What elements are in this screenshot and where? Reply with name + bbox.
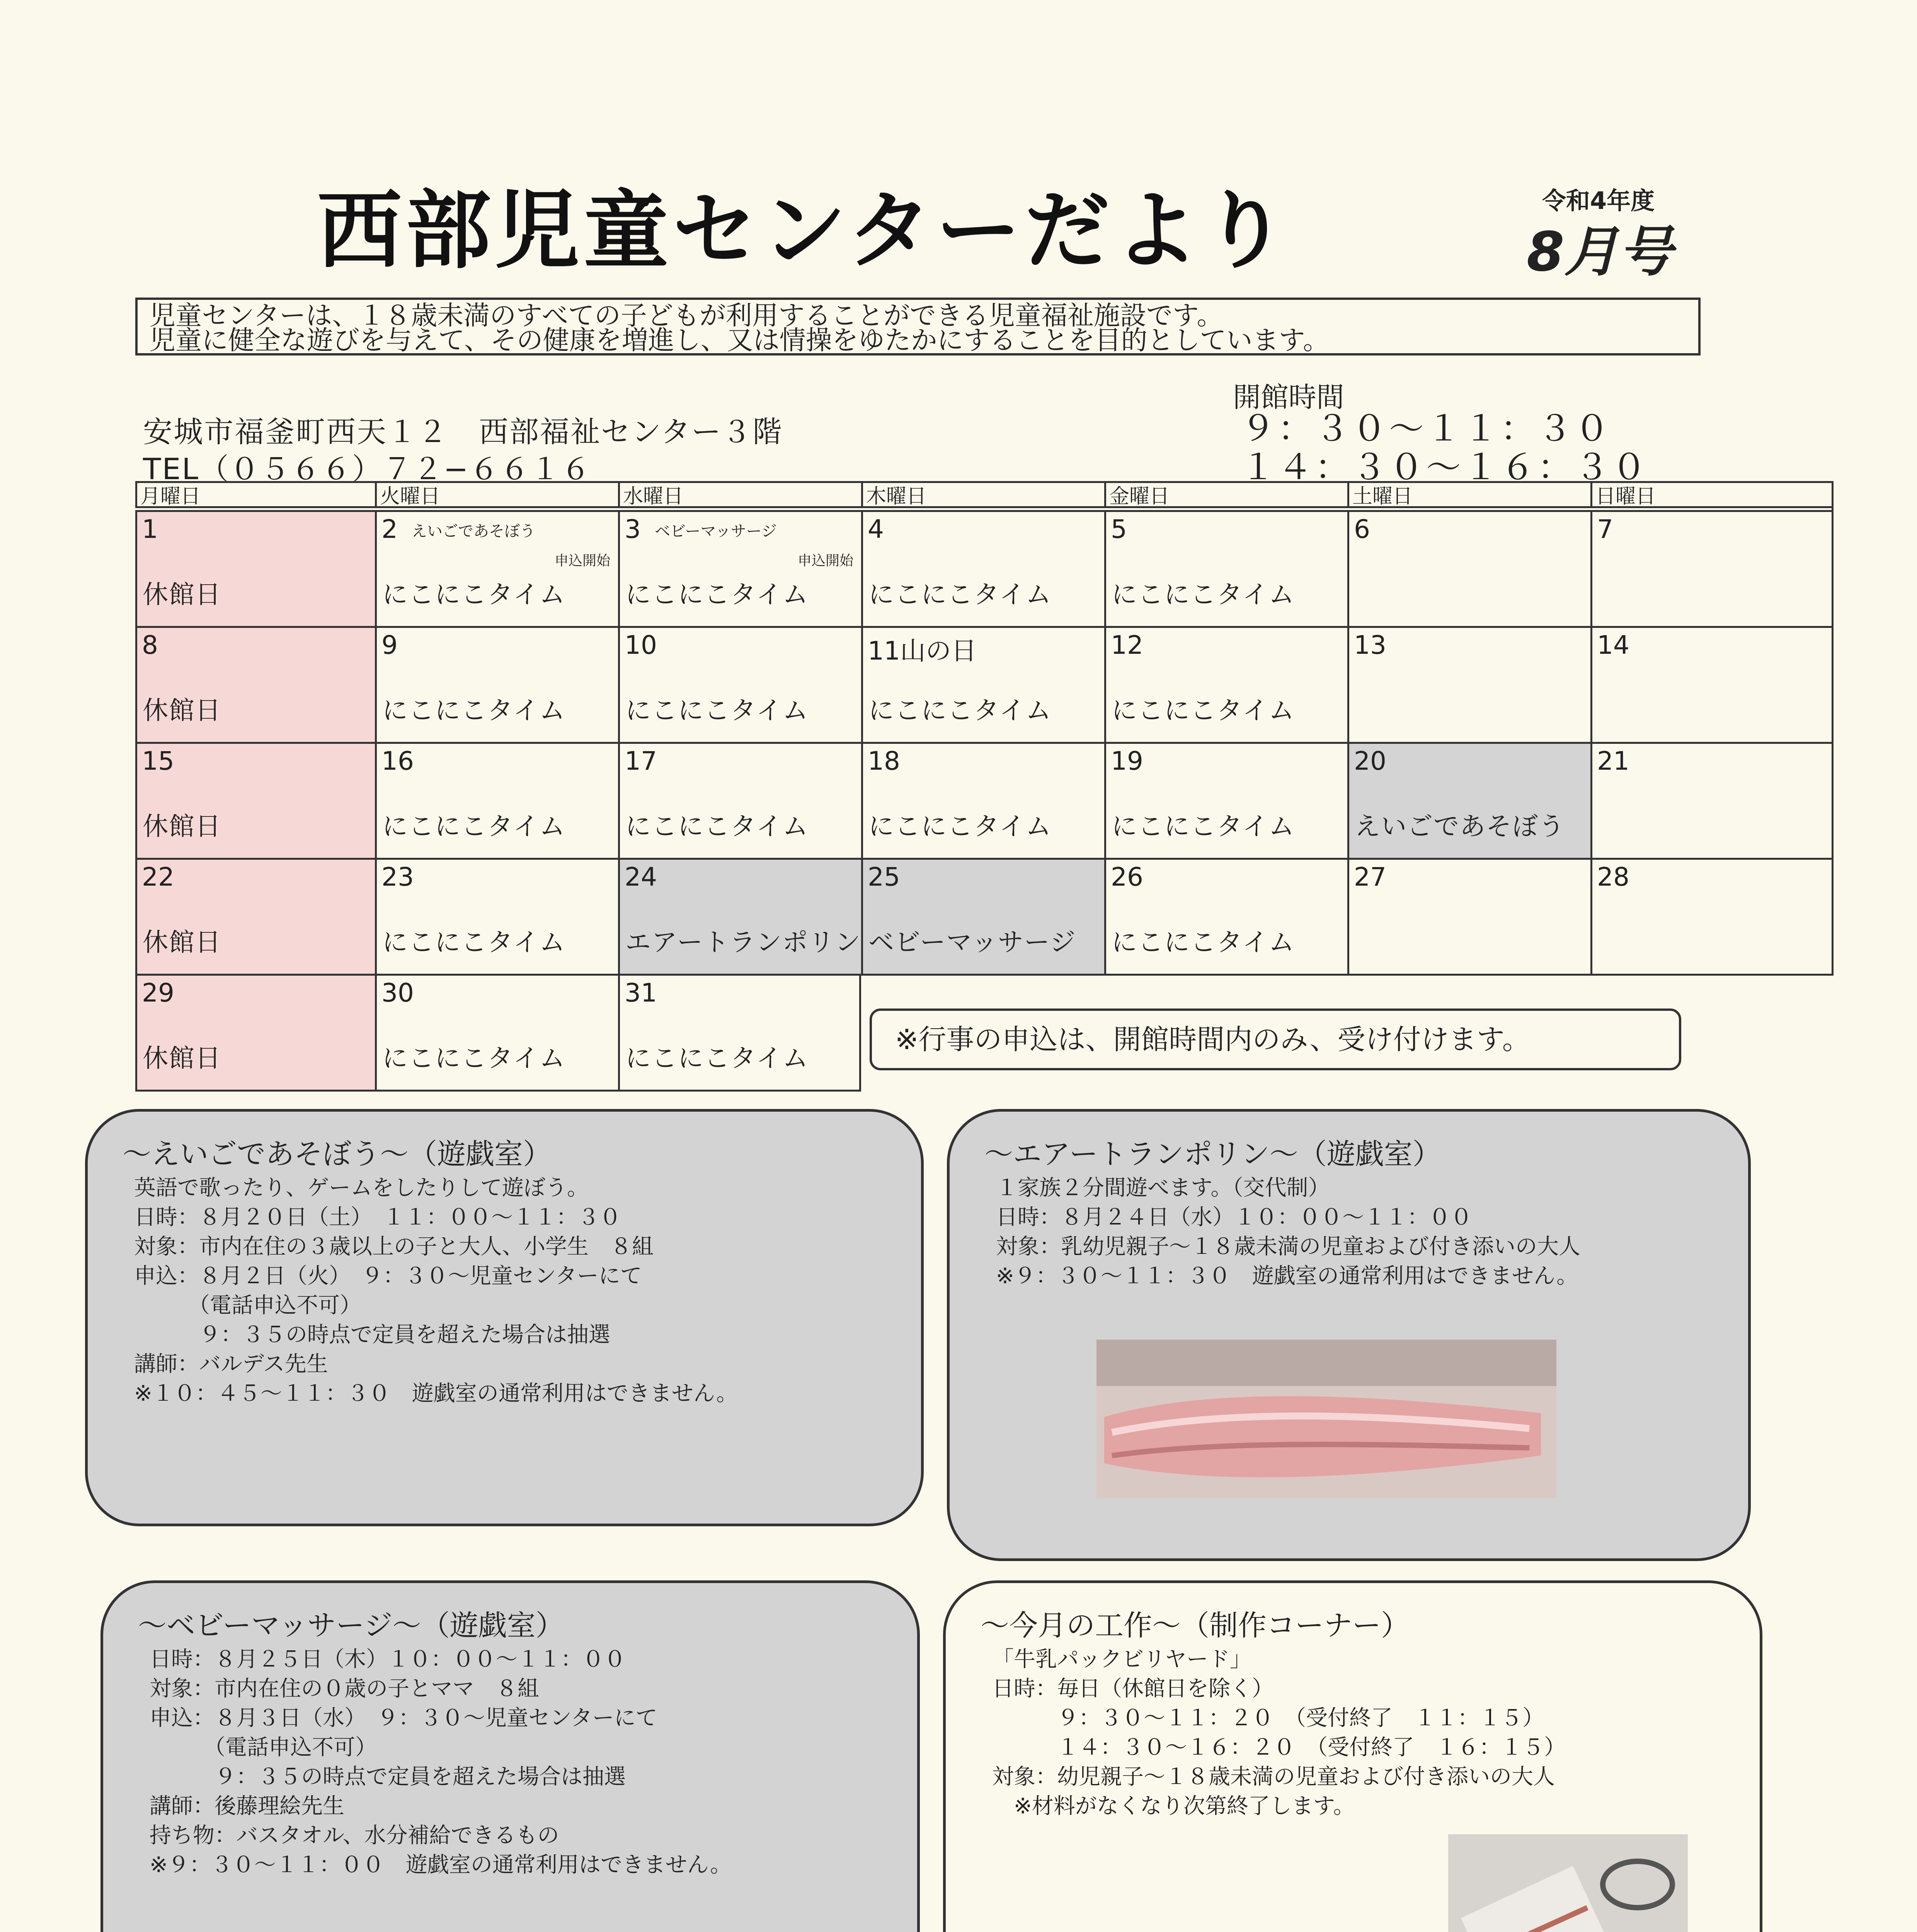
newsletter-title: 西部児童センターだより [317, 181, 1292, 280]
day-number: 31 [625, 978, 657, 1008]
day-event: エアートランポリン [625, 927, 861, 957]
calendar-grid [135, 481, 1708, 1092]
day-event: 休館日 [143, 580, 221, 609]
panel-line: ※１０：４５〜１１：３０ 遊戯室の通常利用はできません。 [134, 1381, 738, 1406]
day-event: にこにこタイム [382, 811, 566, 841]
panel-air-title: 〜エアートランポリン〜（遊戯室） [984, 1138, 1441, 1171]
day-number: 29 [142, 978, 174, 1008]
calendar-day [861, 626, 1104, 742]
trampoline-photo [1096, 1340, 1556, 1498]
panel-line: ９：３０〜１１：２０ （受付終了 １１：１５） [992, 1706, 1544, 1731]
day-event: にこにこタイム [868, 696, 1052, 725]
opening-hours [1241, 410, 1649, 487]
day-number: 23 [381, 862, 414, 892]
day-apply-label: 申込開始 [797, 553, 853, 569]
weekday-header: 日曜日 [1590, 481, 1834, 508]
day-number: 17 [625, 746, 657, 776]
panel-baby-massage [100, 1580, 920, 1932]
day-event: にこにこタイム [868, 580, 1052, 609]
panel-line: ９：３５の時点で定員を超えた場合は抽選 [134, 1322, 610, 1347]
calendar-day [618, 626, 861, 742]
panel-line: 講師：後藤理絵先生 [150, 1794, 344, 1819]
day-event: 休館日 [143, 1043, 221, 1073]
day-number: 3 [625, 514, 641, 544]
day-number: 28 [1597, 862, 1629, 892]
day-number: 7 [1597, 514, 1613, 544]
calendar-day [375, 626, 618, 742]
day-event: ベビーマッサージ [868, 927, 1076, 957]
intro-box [135, 298, 1701, 355]
panel-line: 日時：８月２５日（木）１０：００〜１１：００ [150, 1647, 626, 1672]
weekday-header: 火曜日 [375, 481, 618, 508]
day-number: 9 [381, 630, 398, 660]
day-event: 休館日 [143, 927, 221, 957]
day-number: 24 [625, 862, 657, 892]
calendar-day [618, 510, 861, 626]
calendar-day [375, 742, 618, 858]
panel-line: ※材料がなくなり次第終了します。 [992, 1794, 1355, 1819]
day-event: にこにこタイム [1112, 811, 1295, 841]
panel-air-lines [996, 1173, 1706, 1291]
panel-line: 持ち物：バスタオル、水分補給できるもの [150, 1823, 559, 1848]
calendar-day [861, 510, 1104, 626]
calendar-day [618, 742, 861, 858]
day-number: 4 [868, 514, 884, 544]
day-event: にこにこタイム [625, 1043, 809, 1073]
calendar-day [861, 742, 1104, 858]
panel-air-trampoline [947, 1109, 1751, 1561]
panel-craft-title: 〜今月の工作〜（制作コーナー） [981, 1609, 1410, 1642]
calendar-day [618, 974, 861, 1090]
hours-afternoon: １４：３０〜１６：３０ [1241, 447, 1649, 488]
calendar-day [1590, 742, 1834, 858]
day-number: 15 [142, 746, 174, 776]
day-number: 12 [1111, 630, 1143, 660]
address-line: 安城市福釜町西天１２ 西部福祉センター３階 [143, 415, 783, 449]
panel-line: 申込：８月２日（火） ９：３０〜児童センターにて [134, 1264, 642, 1289]
day-number: 11山の日 [868, 636, 977, 666]
calendar-day [1347, 858, 1590, 974]
address-block [143, 413, 783, 488]
panel-line: ９：３５の時点で定員を超えた場合は抽選 [150, 1764, 626, 1789]
panel-line: 日時：毎日（休館日を除く） [992, 1676, 1273, 1701]
day-number: 21 [1597, 746, 1629, 776]
day-number: 25 [868, 862, 900, 892]
day-event: 休館日 [143, 696, 221, 725]
craft-photo [1448, 1834, 1688, 1932]
calendar-day [618, 858, 861, 974]
panel-craft [943, 1580, 1762, 1932]
day-event-tag: えいごであそぼう [412, 522, 535, 540]
day-event: えいごであそぼう [1355, 811, 1565, 841]
day-number: 22 [142, 862, 174, 892]
panel-line: （電話申込不可） [134, 1293, 361, 1318]
opening-hours-label: 開館時間 [1233, 381, 1345, 413]
day-number: 13 [1354, 630, 1386, 660]
calendar-day [375, 974, 618, 1090]
calendar-day [1590, 510, 1834, 626]
day-event: にこにこタイム [382, 696, 566, 725]
panel-line: １家族２分間遊べます。（交代制） [996, 1175, 1330, 1201]
day-event-tag: ベビーマッサージ [655, 522, 777, 540]
day-number: 19 [1111, 746, 1143, 776]
day-event: にこにこタイム [625, 580, 809, 609]
day-number: 2 [381, 514, 398, 544]
panel-eigo [85, 1109, 924, 1526]
day-event: にこにこタイム [868, 811, 1052, 841]
day-event: にこにこタイム [382, 580, 566, 609]
day-number: 27 [1354, 862, 1386, 892]
day-event: にこにこタイム [625, 811, 809, 841]
day-number: 30 [381, 978, 414, 1008]
weekday-header: 月曜日 [135, 481, 375, 508]
panel-line: 日時：８月２４日（水）１０：００〜１１：００ [996, 1205, 1472, 1230]
intro-line-1: 児童センターは、１８歳未満のすべての子どもが利用することができる児童福祉施設です。 [149, 301, 1223, 331]
panel-eigo-lines [134, 1173, 878, 1408]
day-event: にこにこタイム [625, 696, 809, 725]
panel-line: １４：３０〜１６：２０ （受付終了 １６：１５） [992, 1735, 1566, 1760]
panel-line: 日時：８月２０日（土） １１：００〜１１：３０ [134, 1205, 621, 1230]
panel-craft-lines [992, 1645, 1717, 1821]
day-event: 休館日 [143, 811, 221, 841]
panel-line: 申込：８月３日（水） ９：３０〜児童センターにて [150, 1706, 657, 1731]
panel-line: （電話申込不可） [150, 1735, 377, 1760]
day-apply-label: 申込開始 [554, 553, 610, 569]
day-number: 1 [142, 514, 158, 544]
fiscal-year-label: 令和4年度 [1542, 187, 1655, 215]
panel-baby-title: 〜ベビーマッサージ〜（遊戯室） [138, 1609, 564, 1642]
calendar-day [375, 510, 618, 626]
weekday-header: 土曜日 [1347, 481, 1590, 508]
panel-line: 対象：乳幼児親子〜１８歳未満の児童および付き添いの大人 [996, 1234, 1580, 1259]
calendar-day [1590, 858, 1834, 974]
day-event: にこにこタイム [382, 927, 566, 957]
calendar-day [1590, 626, 1834, 742]
calendar-day [135, 742, 375, 858]
intro-line-2: 児童に健全な遊びを与えて、その健康を増進し、又は情操をゆたかにすることを目的としています。 [149, 325, 1330, 356]
weekday-header: 木曜日 [861, 481, 1104, 508]
weekday-header: 金曜日 [1104, 481, 1347, 508]
day-number: 16 [381, 746, 414, 776]
panel-line: 対象：市内在住の３歳以上の子と大人、小学生 ８組 [134, 1234, 654, 1259]
panel-baby-lines [150, 1645, 875, 1880]
panel-eigo-title: 〜えいごであそぼう〜（遊戯室） [123, 1138, 552, 1171]
calendar-day [1347, 626, 1590, 742]
calendar-day [135, 974, 375, 1090]
panel-line: 英語で歌ったり、ゲームをしたりして遊ぼう。 [134, 1175, 589, 1201]
panel-line: 対象：市内在住の０歳の子とママ ８組 [150, 1676, 539, 1701]
day-event: にこにこタイム [1112, 580, 1295, 609]
calendar-day [135, 626, 375, 742]
calendar-day [1104, 510, 1347, 626]
weekday-header: 水曜日 [618, 481, 861, 508]
calendar-day [861, 858, 1104, 974]
panel-line: ※９：３０〜１１：３０ 遊戯室の通常利用はできません。 [996, 1264, 1578, 1289]
day-event: にこにこタイム [1112, 696, 1295, 725]
day-number: 10 [625, 630, 657, 660]
calendar-day [135, 858, 375, 974]
calendar-day [1104, 858, 1347, 974]
panel-line: 講師：バルデス先生 [134, 1352, 328, 1377]
day-event: にこにこタイム [1112, 927, 1295, 957]
day-event: にこにこタイム [382, 1043, 566, 1073]
calendar-day [1104, 742, 1347, 858]
issue-label: 8月号 [1527, 221, 1673, 284]
application-note: ※行事の申込は、開館時間内のみ、受け付けます。 [870, 1009, 1681, 1070]
panel-line: 「牛乳パックビリヤード」 [992, 1647, 1251, 1672]
day-number: 26 [1111, 862, 1143, 892]
calendar-day [375, 858, 618, 974]
day-number: 20 [1354, 746, 1386, 776]
day-number: 8 [142, 630, 158, 660]
day-number: 6 [1354, 514, 1370, 544]
phone-line: TEL（０５６６）７２−６６１６ [143, 452, 592, 486]
calendar-day [1347, 510, 1590, 626]
calendar-day [1104, 626, 1347, 742]
day-number: 18 [868, 746, 900, 776]
calendar-day [1347, 742, 1590, 858]
hours-morning: ９：３０〜１１：３０ [1241, 408, 1612, 449]
panel-line: 対象：幼児親子〜１８歳未満の児童および付き添いの大人 [992, 1764, 1555, 1789]
panel-line: ※９：３０〜１１：００ 遊戯室の通常利用はできません。 [150, 1852, 732, 1878]
day-number: 5 [1111, 514, 1127, 544]
calendar-day [135, 510, 375, 626]
day-number: 14 [1597, 630, 1629, 660]
